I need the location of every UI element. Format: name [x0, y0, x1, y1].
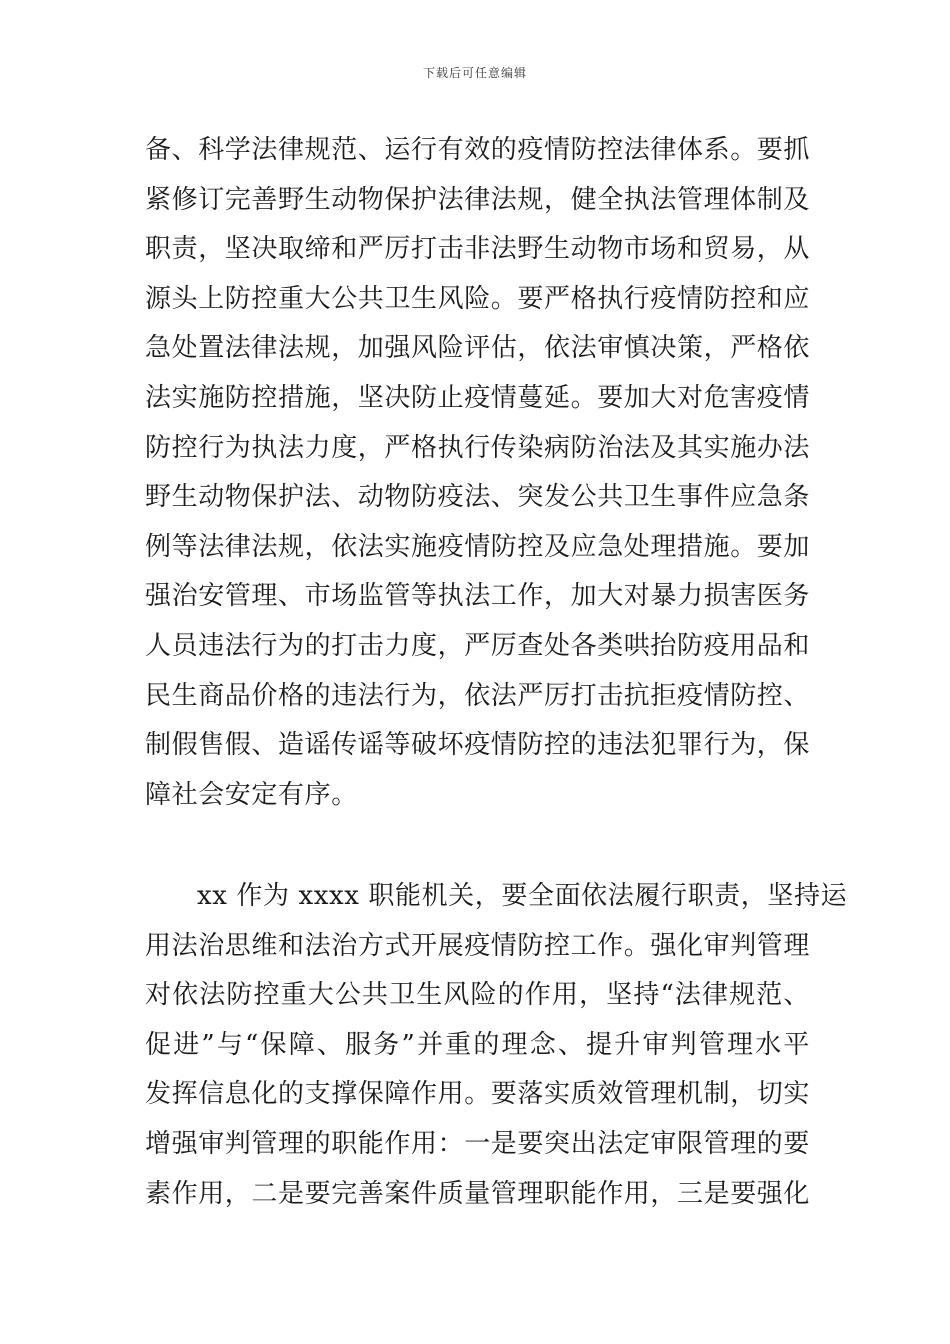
text-line: 法实施防控措施，坚决防止疫情蔓延。要加大对危害疫情 — [145, 382, 811, 413]
text-line: 发挥信息化的支撑保障作用。要落实质效管理机制，切实 — [145, 1079, 811, 1110]
text-line: 备、科学法律规范、运行有效的疫情防控法律体系。要抓 — [145, 135, 811, 165]
paragraph-1 — [145, 126, 810, 820]
text-line: 防控行为执法力度，严格执行传染病防治法及其实施办法 — [145, 432, 811, 463]
text-line: 人员违法行为的打击力度，严厉查处各类哄抬防疫用品和 — [145, 630, 811, 661]
text-line: 促进”与“保障、服务”并重的理念、提升审判管理水平 — [145, 1029, 810, 1060]
text-line: 职责，坚决取缔和严厉打击非法野生动物市场和贸易，从 — [145, 234, 811, 265]
text-line: 障社会安定有序。 — [145, 779, 358, 810]
paragraph-2 — [145, 872, 848, 1219]
text-line: xx 作为 xxxx 职能机关，要全面依法履行职责，坚持运 — [197, 881, 848, 911]
text-line: 民生商品价格的违法行为，依法严厉打击抗拒疫情防控、 — [145, 680, 811, 711]
text-line: 对依法防控重大公共卫生风险的作用，坚持“法律规范、 — [145, 980, 810, 1011]
text-line: 源头上防控重大公共卫生风险。要严格执行疫情防控和应 — [145, 283, 811, 314]
text-line: 素作用，二是要完善案件质量管理职能作用，三是要强化 — [145, 1178, 811, 1209]
text-line: 野生动物保护法、动物防疫法、突发公共卫生事件应急条 — [145, 482, 811, 513]
text-line: 例等法律法规，依法实施疫情防控及应急处理措施。要加 — [145, 531, 811, 562]
text-line: 增强审判管理的职能作用：一是要突出法定审限管理的要 — [145, 1128, 811, 1159]
text-line: 强治安管理、市场监管等执法工作，加大对暴力损害医务 — [145, 581, 811, 612]
page-header: 下载后可任意编辑 — [422, 66, 527, 80]
text-line: 用法治思维和法治方式开展疫情防控工作。强化审判管理 — [145, 930, 811, 961]
text-line: 急处置法律法规，加强风险评估，依法审慎决策，严格依 — [145, 333, 811, 364]
text-line: 制假售假、造谣传谣等破坏疫情防控的违法犯罪行为，保 — [145, 730, 811, 761]
text-line: 紧修订完善野生动物保护法律法规，健全执法管理体制及 — [145, 184, 811, 215]
